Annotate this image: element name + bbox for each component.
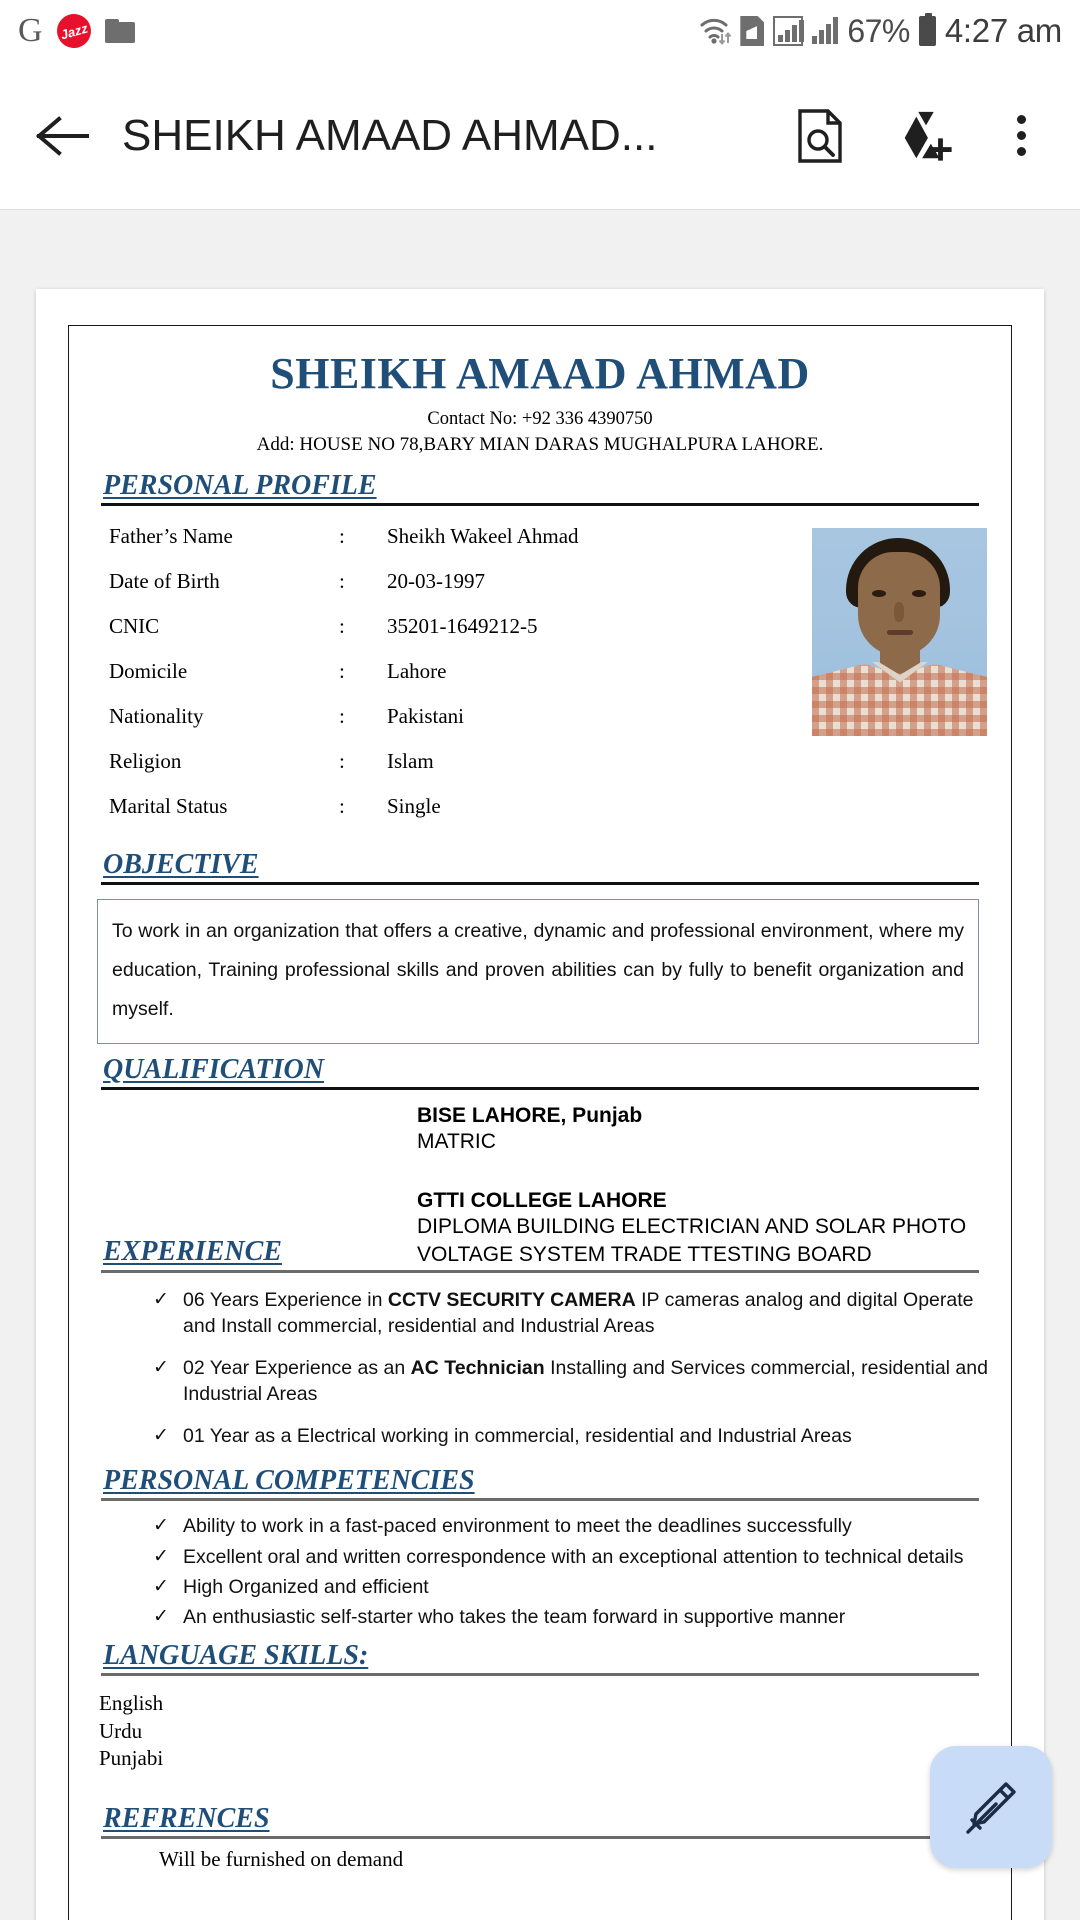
page-title: SHEIKH AMAAD AHMAD... <box>122 110 658 160</box>
more-options-icon[interactable] <box>1003 115 1040 156</box>
folder-icon <box>105 19 135 43</box>
app-bar-actions <box>791 106 1050 166</box>
section-rule <box>101 1673 979 1676</box>
list-item <box>417 1189 993 1268</box>
section-language-skills <box>87 1640 993 1773</box>
list-item: Punjabi <box>99 1746 164 1771</box>
row-value: 35201-1649212-5 <box>387 613 538 638</box>
section-personal-profile <box>87 470 993 839</box>
qualification-org: GTTI COLLEGE LAHORE <box>417 1189 667 1213</box>
google-icon: G <box>18 12 43 49</box>
back-button[interactable] <box>30 104 94 168</box>
qualification-entries <box>87 1104 993 1268</box>
row-value: Sheikh Wakeel Ahmad <box>387 523 579 548</box>
experience-text-bold: AC Technician <box>410 1357 545 1380</box>
row-value: Single <box>387 793 441 818</box>
list-item <box>153 1355 993 1407</box>
references-text: Will be furnished on demand <box>159 1847 404 1872</box>
section-rule <box>101 1498 979 1501</box>
cv-address: Add: HOUSE NO 78,BARY MIAN DARAS MUGHALPURA LAHORE. <box>256 433 824 455</box>
profile-photo <box>812 528 987 736</box>
section-rule <box>101 503 979 506</box>
table-row <box>109 524 812 549</box>
row-colon: : <box>339 658 345 683</box>
row-value: 20-03-1997 <box>387 568 485 593</box>
row-colon: : <box>339 748 345 773</box>
status-bar-left-icons <box>18 14 135 48</box>
personal-profile-table <box>87 524 812 839</box>
objective-text: To work in an organization that offers a creative, dynamic and professional environment, where my education, Training professional skills and proven abilities can by fully to benefit organization and myself. <box>112 919 964 1020</box>
wifi-icon <box>699 16 731 46</box>
table-row <box>109 614 812 639</box>
table-row <box>109 659 812 684</box>
experience-text-pre: 06 Years Experience in <box>183 1288 388 1311</box>
document-viewer[interactable] <box>0 211 1080 1920</box>
experience-text-post: Installing and Services commercial, residential and Industrial Areas <box>183 1357 988 1406</box>
row-value: Islam <box>387 748 434 773</box>
section-heading-personal-profile: PERSONAL PROFILE <box>103 469 377 501</box>
section-heading-references: REFRENCES <box>103 1803 270 1835</box>
section-heading-qualification: QUALIFICATION <box>103 1053 324 1085</box>
status-bar <box>0 0 1080 62</box>
experience-text-pre: 01 Year as a Electrical working in commercial, residential and Industrial Areas <box>183 1425 852 1448</box>
add-to-drive-icon[interactable] <box>897 106 955 166</box>
row-label: Date of Birth <box>109 568 220 593</box>
experience-text-pre: 02 Year Experience as an <box>183 1357 411 1380</box>
table-row <box>109 704 812 729</box>
row-label: CNIC <box>109 613 160 638</box>
list-item <box>153 1287 993 1339</box>
list-item: ✓ Ability to work in a fast-paced environment to meet the deadlines successfully <box>153 1513 993 1539</box>
scan-document-icon[interactable] <box>791 106 849 166</box>
status-bar-right-icons <box>699 12 1062 50</box>
table-row <box>109 749 812 774</box>
app-bar <box>0 62 1080 210</box>
row-label: Religion <box>109 748 182 773</box>
row-colon: : <box>339 568 345 593</box>
signal-strength-icon <box>812 18 838 44</box>
section-objective <box>87 849 993 1044</box>
list-item: Urdu <box>99 1718 143 1743</box>
row-label: Father’s Name <box>109 523 233 548</box>
row-value: Lahore <box>387 658 447 683</box>
list-item: ✓ Excellent oral and written correspondence with an exceptional attention to technical details <box>153 1544 993 1570</box>
personal-profile-body <box>87 524 993 839</box>
section-rule <box>101 1270 979 1273</box>
section-personal-competencies <box>87 1465 993 1630</box>
section-qualification <box>87 1054 993 1273</box>
section-experience-heading-wrap <box>87 1236 417 1268</box>
row-colon: : <box>339 613 345 638</box>
section-rule <box>101 1087 979 1090</box>
section-heading-personal-competencies: PERSONAL COMPETENCIES <box>103 1465 475 1497</box>
section-heading-experience: EXPERIENCE <box>103 1235 282 1267</box>
battery-percent-label: 67% <box>847 12 910 49</box>
list-item: English <box>99 1690 164 1715</box>
row-colon: : <box>339 703 345 728</box>
signal-strength-boxed-icon <box>773 16 803 46</box>
section-heading-language-skills: LANGUAGE SKILLS: <box>103 1639 369 1671</box>
section-references <box>87 1803 993 1872</box>
row-colon: : <box>339 523 345 548</box>
qualification-org: BISE LAHORE, Punjab <box>417 1103 643 1127</box>
cv-border-frame <box>68 325 1012 1920</box>
clock-label: 4:27 am <box>944 12 1062 49</box>
list-item: ✓ An enthusiastic self-starter who takes the team forward in supportive manner <box>153 1604 993 1630</box>
section-rule <box>101 1836 979 1839</box>
row-label: Nationality <box>109 703 204 728</box>
qualification-degree: MATRIC <box>417 1129 496 1153</box>
jazz-icon: Jazz <box>53 10 95 52</box>
language-list <box>99 1690 993 1773</box>
pen-markup-icon <box>960 1776 1022 1838</box>
list-item <box>153 1423 993 1449</box>
objective-box <box>97 899 979 1044</box>
list-item <box>417 1104 993 1155</box>
row-colon: : <box>339 793 345 818</box>
experience-text-post: IP cameras analog and digital Operate and Install commercial, residential and Industrial Areas <box>183 1288 974 1337</box>
experience-text-bold: CCTV SECURITY CAMERA <box>387 1288 636 1311</box>
edit-markup-button[interactable] <box>930 1746 1052 1868</box>
row-value: Pakistani <box>387 703 464 728</box>
qualification-degree: DIPLOMA BUILDING ELECTRICIAN AND SOLAR PHOTO VOLTAGE SYSTEM TRADE TTESTING BOARD <box>417 1215 967 1266</box>
table-row <box>109 569 812 594</box>
competencies-list <box>87 1513 993 1630</box>
cv-contact-number: Contact No: +92 336 4390750 <box>427 409 653 429</box>
sim-card-icon <box>740 16 764 46</box>
battery-icon <box>919 16 936 46</box>
row-label: Domicile <box>109 658 188 683</box>
list-item: ✓ High Organized and efficient <box>153 1574 993 1600</box>
table-row <box>109 794 812 819</box>
document-page <box>36 289 1044 1920</box>
experience-list <box>87 1287 993 1450</box>
section-heading-objective: OBJECTIVE <box>103 848 259 880</box>
row-label: Marital Status <box>109 793 228 818</box>
section-rule <box>101 882 979 885</box>
cv-full-name: SHEIKH AMAAD AHMAD <box>270 349 810 398</box>
